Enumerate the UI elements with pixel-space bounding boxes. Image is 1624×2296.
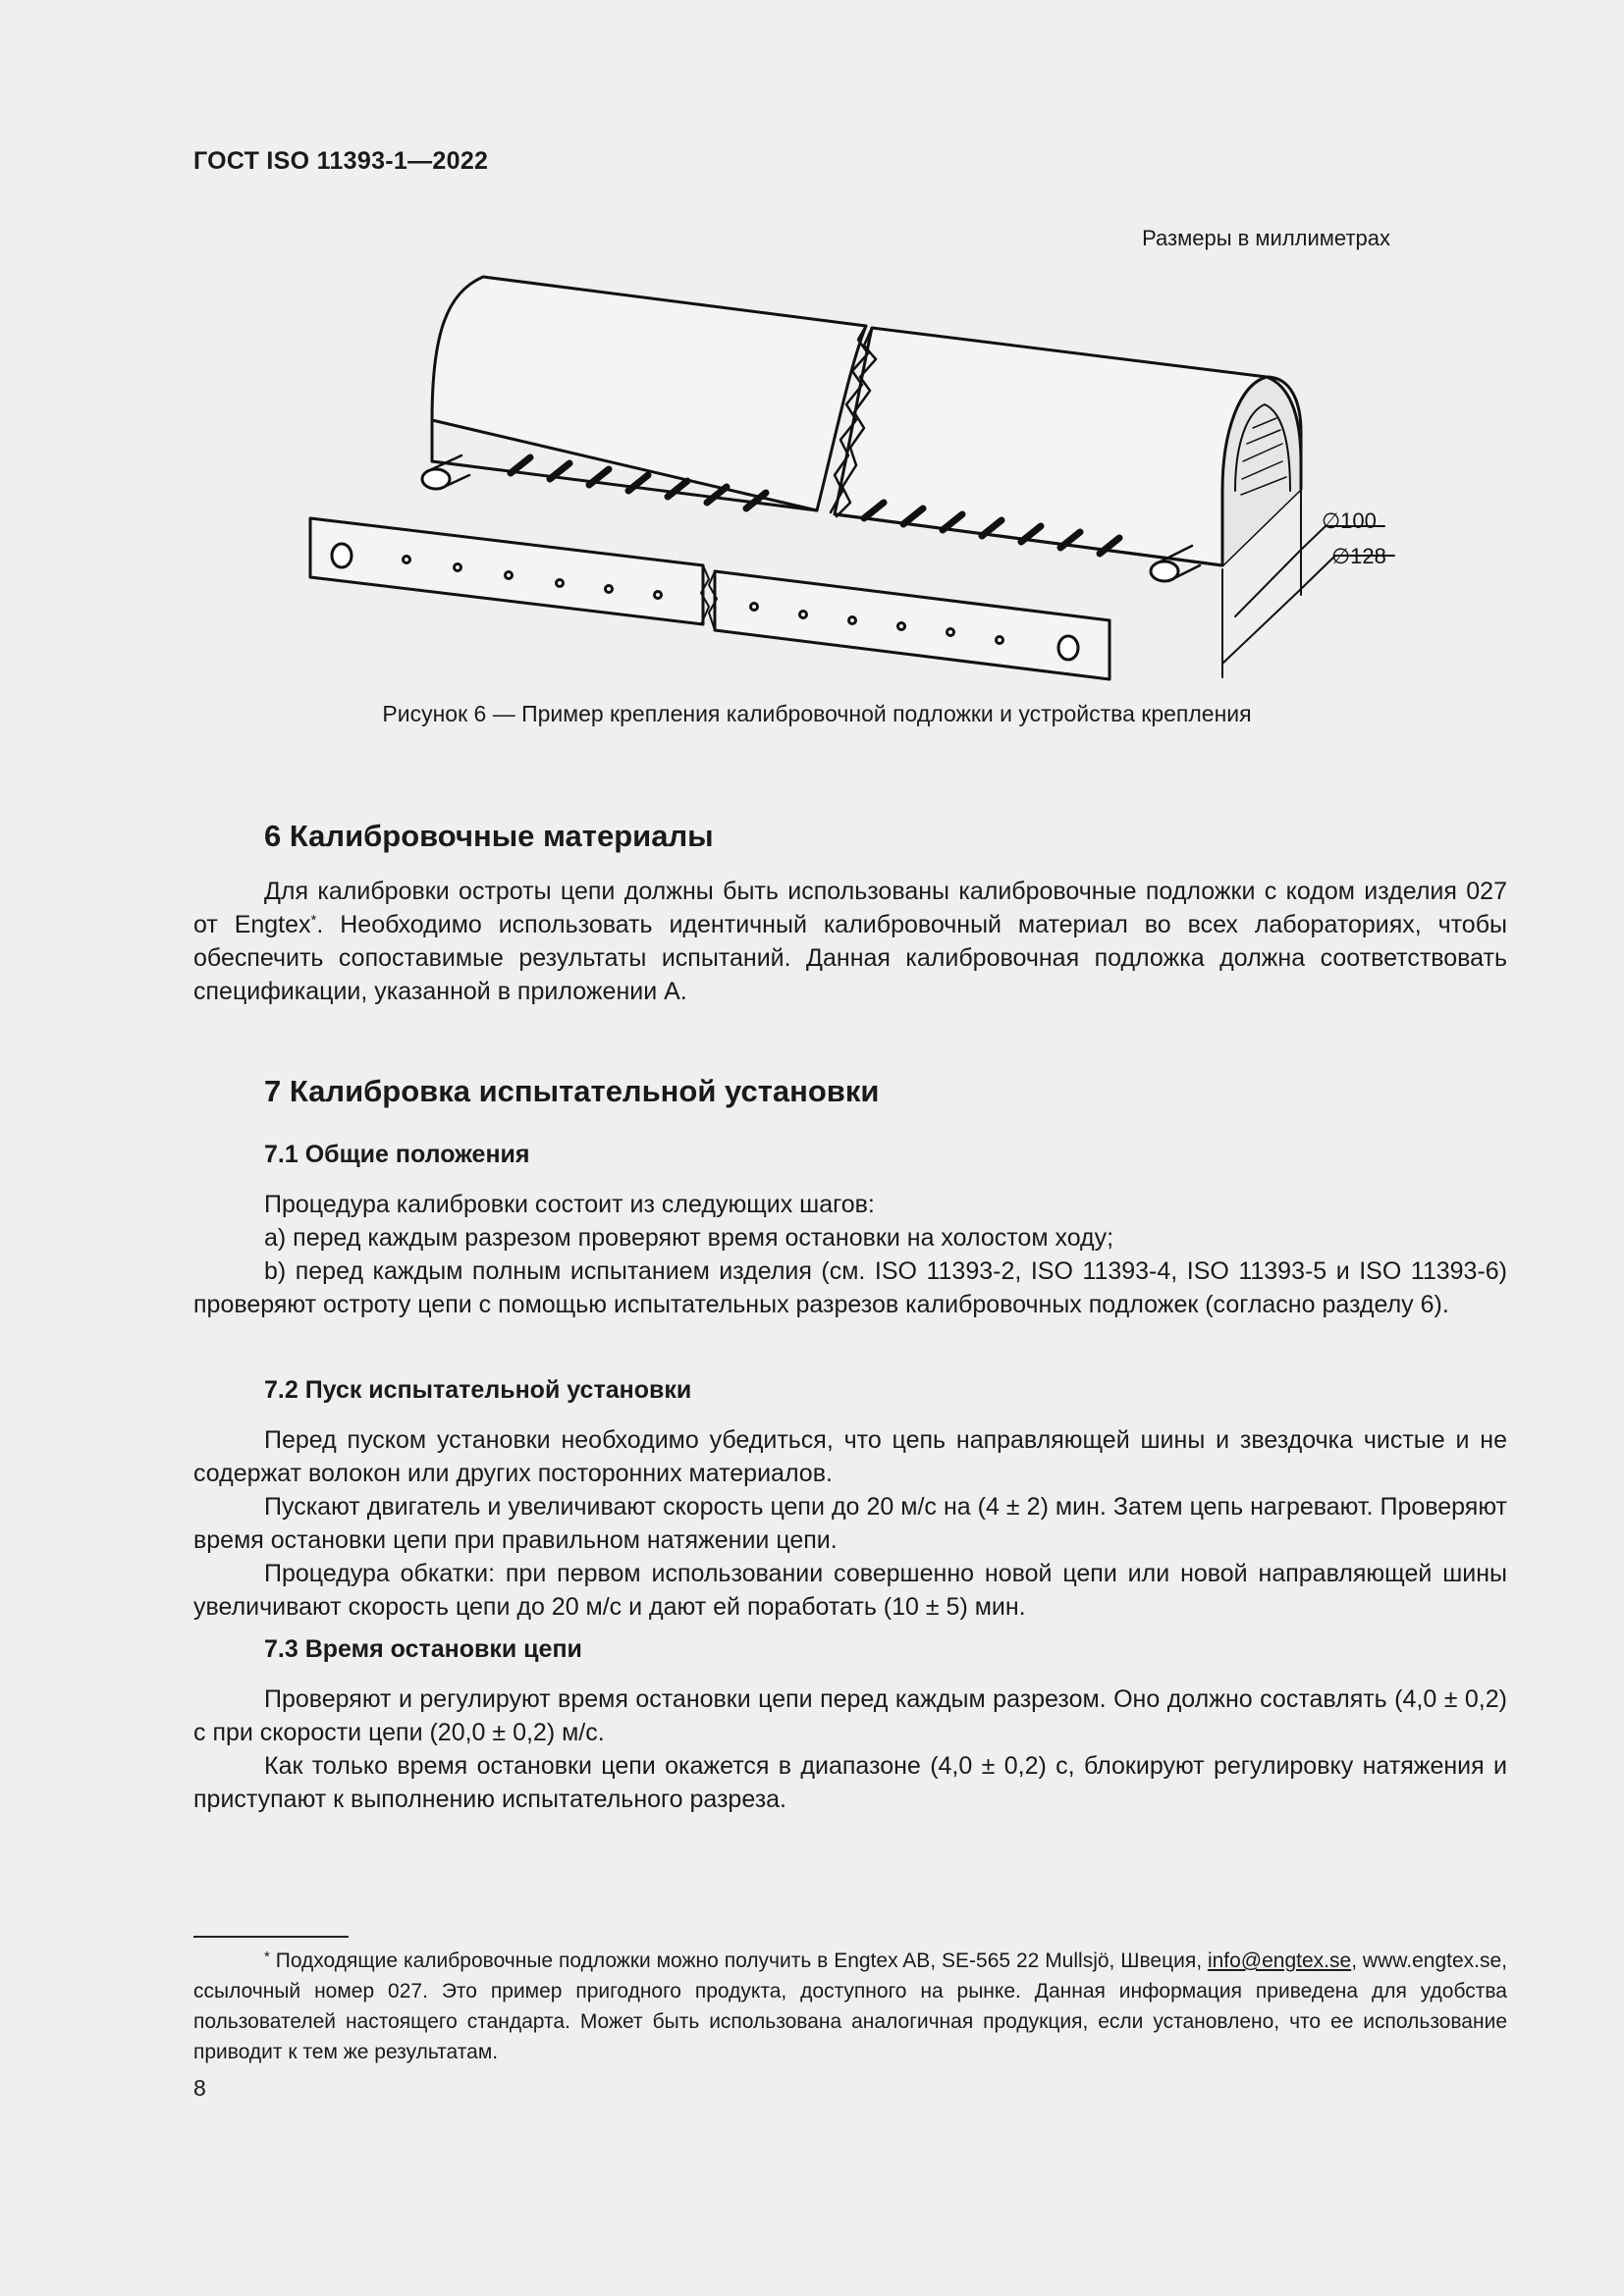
section-7-2-paragraph-2: Пускают двигатель и увеличивают скорость цепи до 20 м/с на (4 ± 2) мин. Затем цепь нагревают. Проверяют время остановки цепи при правильном натяжении цепи. <box>193 1493 1507 1554</box>
dimension-label-128: ∅128 <box>1331 544 1386 568</box>
footnote-separator <box>193 1936 349 1938</box>
footnote <box>193 1946 1507 2067</box>
section-6-text-a: Для калибровки остроты цепи должны быть использованы калибровочные подложки с кодом изделия 027 от Engtex <box>193 878 1507 938</box>
footnote-email-link[interactable]: info@engtex.se <box>1207 1949 1352 1972</box>
footnote-marker: * <box>264 1949 270 1965</box>
footnote-text-b: , www.engtex.se, ссылочный номер 027. Это пример пригодного продукта, доступного на рынке. Данная информация приведена для удобства пользователей настоящего стандарта. Может быть использована аналогичная продукция, если установлено, что ее использование приводит к тем же результатам. <box>193 1949 1507 2063</box>
section-7-1-heading: 7.1 Общие положения <box>264 1141 530 1168</box>
footnote-text-a: Подходящие калибровочные подложки можно получить в Engtex AB, SE-565 22 Mullsjö, Швеция, <box>269 1949 1208 1972</box>
section-6-heading: 6 Калибровочные материалы <box>264 819 714 853</box>
section-7-heading: 7 Калибровка испытательной установки <box>264 1074 880 1108</box>
section-6-paragraph <box>193 875 1507 1008</box>
page-number: 8 <box>193 2075 206 2101</box>
section-7-2-paragraph-3: Процедура обкатки: при первом использовании совершенно новой цепи или новой направляющей шины увеличивают скорость цепи до 20 м/с и дают ей поработать (10 ± 5) мин. <box>193 1560 1507 1621</box>
calibration-substrate-drawing <box>295 265 1414 687</box>
document-id: ГОСТ ISO 11393-1—2022 <box>193 147 489 175</box>
section-6-text-b: . Необходимо использовать идентичный калибровочный материал во всех лабораториях, чтобы обеспечить сопоставимые результаты испытаний. Данная калибровочная подложка должна соответствовать спецификации, указанной в приложении А. <box>193 911 1507 1005</box>
section-7-3-paragraph-2: Как только время остановки цепи окажется в диапазоне (4,0 ± 0,2) с, блокируют регулировку натяжения и приступают к выполнению испытательного разреза. <box>193 1752 1507 1813</box>
section-7-1-intro: Процедура калибровки состоит из следующих шагов: <box>264 1191 875 1218</box>
section-7-3-paragraph-1: Проверяют и регулируют время остановки цепи перед каждым разрезом. Оно должно составлять (4,0 ± 0,2) с при скорости цепи (20,0 ± 0,2) м/с. <box>193 1685 1507 1746</box>
list-item-a: a) перед каждым разрезом проверяют время остановки на холостом ходу; <box>264 1224 1114 1252</box>
section-7-2-heading: 7.2 Пуск испытательной установки <box>264 1376 692 1404</box>
figure-caption: Рисунок 6 — Пример крепления калибровочной подложки и устройства крепления <box>382 701 1252 726</box>
list-item-b: b) перед каждым полным испытанием изделия (см. ISO 11393-2, ISO 11393-4, ISO 11393-5 и ISO 11393-6) проверяют остроту цепи с помощью испытательных разрезов калибровочных подложек (согласно разделу 6). <box>193 1257 1507 1318</box>
section-7-2-paragraph-1: Перед пуском установки необходимо убедиться, что цепь направляющей шины и звездочка чистые и не содержат волокон или других посторонних материалов. <box>193 1426 1507 1487</box>
dimensions-note: Размеры в миллиметрах <box>1142 226 1390 250</box>
section-7-3-heading: 7.3 Время остановки цепи <box>264 1635 582 1663</box>
footnote-ref: * <box>310 912 317 929</box>
dimension-label-100: ∅100 <box>1322 508 1377 533</box>
